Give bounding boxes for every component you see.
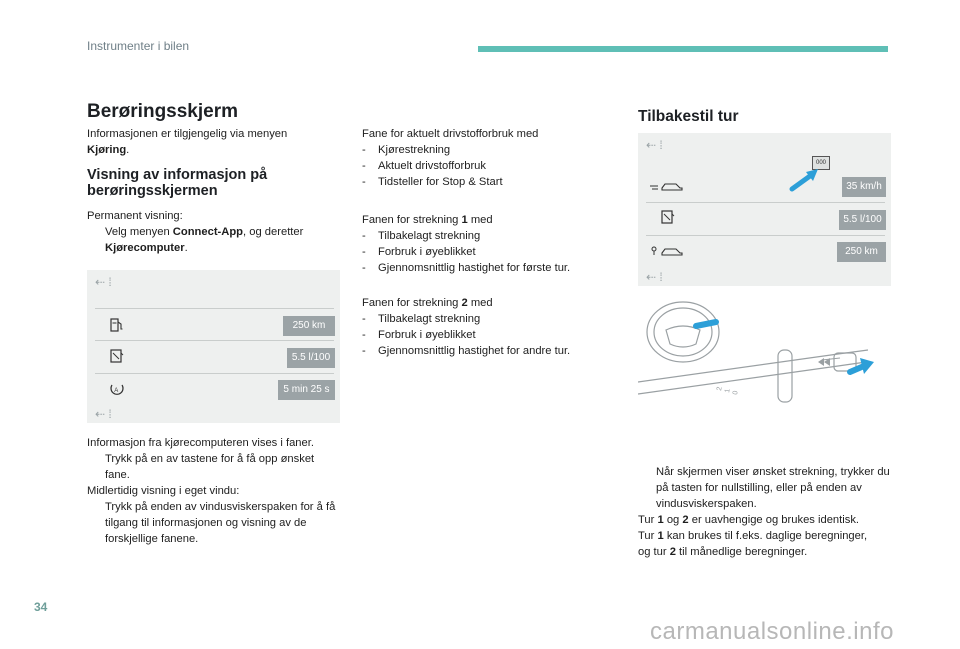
trip-number: 2 xyxy=(682,514,689,526)
avg-speed-badge: 35 km/h xyxy=(842,177,886,197)
reset-step-item xyxy=(638,464,893,512)
list-item xyxy=(362,244,612,260)
stop-start-timer-badge: 5 min 25 s xyxy=(278,380,335,400)
dash-marker: - xyxy=(362,262,366,274)
list-item-text: Gjennomsnittlig hastighet for andre tur. xyxy=(378,345,571,357)
list-item xyxy=(362,142,612,158)
trip-1-tab-title xyxy=(362,212,612,228)
lever-position-label: 0 xyxy=(732,390,740,396)
list-item-text: Gjennomsnittlig hastighet for første tur. xyxy=(378,262,571,274)
dash-marker: - xyxy=(362,329,366,341)
fuel-consumption-icon xyxy=(109,348,125,364)
consumption-value-badge: 5.5 l/100 xyxy=(287,348,335,368)
note-text: Tur xyxy=(638,530,658,542)
reset-button-icon: 000 xyxy=(812,156,830,170)
list-item xyxy=(362,158,612,174)
trip-number: 2 xyxy=(669,546,676,558)
intro-paragraph xyxy=(87,126,337,158)
list-item xyxy=(362,260,612,276)
range-value-badge: 250 km xyxy=(283,316,335,336)
title-text-2: med xyxy=(467,297,493,309)
tabs-step-item xyxy=(87,451,342,483)
list-item xyxy=(362,327,612,343)
back-arrow-icon: ⇠ ⁞ xyxy=(95,407,112,421)
fuel-consumption-icon xyxy=(660,209,676,225)
reset-trip-screen-illustration xyxy=(638,133,891,286)
pointer-arrow-icon xyxy=(788,167,822,193)
lever-position-label: 2 xyxy=(716,386,724,392)
note-text: Tur xyxy=(638,514,658,526)
page-number: 34 xyxy=(34,600,48,614)
note-text: og tur xyxy=(638,546,670,558)
wiper-step-text: Trykk på enden av vindusviskerspaken for å få tilgang til informasjonen og visning av de forskjellige fanene. xyxy=(105,501,336,545)
list-item xyxy=(362,343,612,359)
pointer-arrow-icon xyxy=(850,366,864,372)
trip-1-tab-group xyxy=(362,212,612,276)
back-arrow-icon: ⇠ ⁞ xyxy=(95,275,112,289)
header-accent-bar xyxy=(478,46,888,52)
pointer-arrow-icon xyxy=(696,322,716,326)
lever-position-label: 1 xyxy=(724,388,732,394)
dash-marker: - xyxy=(362,176,366,188)
reset-instructions-block xyxy=(638,464,893,560)
tabs-step-text: Trykk på en av tastene for å få opp ønsket fane. xyxy=(105,453,315,481)
list-item xyxy=(362,311,612,327)
intro-menu-name: Kjøring xyxy=(87,144,127,156)
divider xyxy=(95,340,334,341)
permanent-display-block xyxy=(87,208,342,256)
trip-note-1 xyxy=(638,512,893,528)
distance-value-badge: 250 km xyxy=(837,242,886,262)
trip-number: 2 xyxy=(461,297,468,309)
fuel-tab-title: Fane for aktuelt drivstofforbruk med xyxy=(362,128,539,140)
subheading-line-1: Visning av informasjon på xyxy=(87,167,268,183)
dash-marker: - xyxy=(362,160,366,172)
divider xyxy=(646,235,885,236)
title-text: Fanen for strekning xyxy=(362,297,462,309)
section-heading: Berøringsskjerm xyxy=(87,101,239,122)
stop-start-icon xyxy=(109,381,125,397)
tabs-info-block xyxy=(87,435,342,547)
tabs-info-text: Informasjon fra kjørecomputeren vises i faner. xyxy=(87,437,314,449)
list-item xyxy=(362,174,612,190)
divider xyxy=(95,308,334,309)
back-arrow-icon: ⇠ ⁞ xyxy=(646,138,663,152)
step-item xyxy=(87,224,342,256)
permanent-label: Permanent visning: xyxy=(87,210,183,222)
fuel-pump-icon xyxy=(109,317,125,333)
step-period: . xyxy=(184,242,188,254)
dash-marker: - xyxy=(362,345,366,357)
chapter-title: Instrumenter i bilen xyxy=(87,39,190,53)
list-item-text: Aktuelt drivstofforbruk xyxy=(378,160,486,172)
list-item xyxy=(362,228,612,244)
reset-step-text: Når skjermen viser ønsket strekning, trykker du på tasten for nullstilling, eller på enden av vindusviskerspaken. xyxy=(656,466,890,510)
dash-marker: - xyxy=(362,230,366,242)
trip-number: 1 xyxy=(461,214,468,226)
title-text-2: med xyxy=(467,214,493,226)
trip-note-2 xyxy=(638,528,893,560)
divider xyxy=(646,202,885,203)
steering-wheel-lever-illustration xyxy=(638,296,891,406)
title-text: Fanen for strekning xyxy=(362,214,462,226)
trip-number: 1 xyxy=(657,514,664,526)
fuel-tab-group xyxy=(362,126,612,190)
trip-computer-screen-illustration xyxy=(87,270,340,423)
note-text: til månedlige beregninger. xyxy=(675,546,808,558)
car-speed-icon xyxy=(648,178,686,194)
svg-text:A: A xyxy=(114,388,119,394)
intro-text: Informasjonen er tilgjengelig via menyen xyxy=(87,128,288,140)
temporary-display-label: Midlertidig visning i eget vindu: xyxy=(87,485,240,497)
car-distance-icon xyxy=(648,243,686,259)
trip-number: 1 xyxy=(657,530,664,542)
step-text: Velg menyen xyxy=(105,226,173,238)
list-item-text: Forbruk i øyeblikket xyxy=(378,246,476,258)
consumption-value-badge: 5.5 l/100 xyxy=(839,210,886,230)
intro-period: . xyxy=(126,144,130,156)
dash-marker: - xyxy=(362,144,366,156)
note-text: og xyxy=(663,514,683,526)
step-text-2: , og deretter xyxy=(243,226,304,238)
step-menu-connect-app: Connect-App xyxy=(172,226,244,238)
reset-trip-heading: Tilbakestil tur xyxy=(638,108,739,125)
note-text: er uavhengige og brukes identisk. xyxy=(688,514,860,526)
divider xyxy=(95,373,334,374)
trip-2-tab-group xyxy=(362,295,612,359)
subheading-line-2: berøringsskjermen xyxy=(87,183,218,199)
list-item-text: Kjørestrekning xyxy=(378,144,451,156)
list-item-text: Tilbakelagt strekning xyxy=(378,313,481,325)
list-item-text: Tidsteller for Stop & Start xyxy=(378,176,503,188)
watermark: carmanualsonline.info xyxy=(650,618,894,645)
wiper-step-item xyxy=(87,499,342,547)
dash-marker: - xyxy=(362,246,366,258)
dash-marker: - xyxy=(362,313,366,325)
subheading xyxy=(87,167,347,199)
note-text: kan brukes til f.eks. daglige beregninger, xyxy=(663,530,868,542)
list-item-text: Tilbakelagt strekning xyxy=(378,230,481,242)
trip-2-tab-title xyxy=(362,295,612,311)
step-menu-trip-computer: Kjørecomputer xyxy=(105,242,185,254)
back-arrow-icon: ⇠ ⁞ xyxy=(646,270,663,284)
list-item-text: Forbruk i øyeblikket xyxy=(378,329,476,341)
